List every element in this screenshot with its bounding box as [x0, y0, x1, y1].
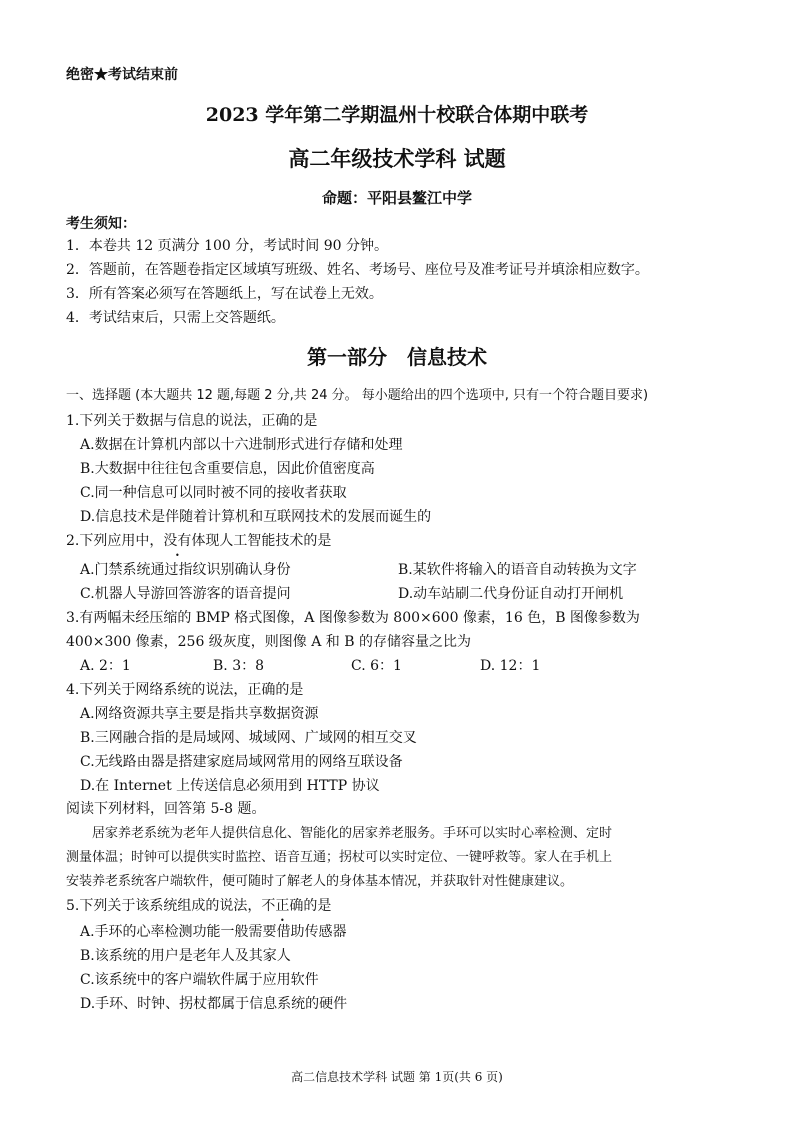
- question-5-stem-before: 5.下列关于该系统组成的说法，: [66, 898, 262, 914]
- question-4-option-d: D.在 Internet 上传送信息必须用到 HTTP 协议: [80, 778, 380, 794]
- notice-item: 3．所有答案必须写在答题纸上，写在试卷上无效。: [66, 286, 383, 302]
- page-footer: 高二信息技术学科 试题 第 1页(共 6 页): [291, 1070, 503, 1084]
- part-heading: 第一部分 信息技术: [307, 345, 487, 369]
- reading-paragraph-line: 居家养老系统为老年人提供信息化、智能化的居家养老服务。手环可以实时心率检测、定时: [92, 826, 613, 841]
- question-2-option-a: A.门禁系统通过指纹识别确认身份: [80, 562, 291, 578]
- question-5-option-b: B.该系统的用户是老年人及其家人: [80, 948, 291, 964]
- exam-author: 命题：平阳县鳌江中学: [321, 189, 472, 207]
- question-2-stem-before: 2.下列应用中，: [66, 533, 164, 549]
- question-5-stem: [66, 896, 331, 916]
- question-4-option-c: C.无线路由器是搭建家庭局域网常用的网络互联设备: [80, 754, 403, 770]
- question-1-stem: 1.下列关于数据与信息的说法，正确的是: [66, 413, 318, 429]
- question-3-option-d: D. 12：1: [480, 658, 541, 674]
- question-5-option-c: C.该系统中的客户端软件属于应用软件: [80, 972, 319, 988]
- question-3-option-a: A. 2：1: [80, 658, 131, 674]
- reading-paragraph-line: 安装养老系统客户端软件，便可随时了解老人的身体基本情况，并获取针对性健康建议。: [66, 874, 574, 889]
- question-2-option-d: D.动车站刷二代身份证自动打开闸机: [398, 586, 624, 602]
- question-2-stem: [66, 531, 331, 551]
- question-1-option-d: D.信息技术是伴随着计算机和互联网技术的发展而诞生的: [80, 509, 432, 525]
- section-heading: 一、选择题 (本大题共 12 题,每题 2 分,共 24 分。 每小题给出的四个选项中, 只有一个符合题目要求): [66, 388, 649, 403]
- notice-item: 1．本卷共 12 页满分 100 分，考试时间 90 分钟。: [66, 238, 388, 254]
- question-5-option-d: D.手环、时钟、拐杖都属于信息系统的硬件: [80, 996, 348, 1012]
- confidential-label: 绝密★考试结束前: [66, 67, 178, 83]
- question-1-option-b: B.大数据中往往包含重要信息，因此价值密度高: [80, 461, 375, 477]
- question-3-stem-line-2: 400×300 像素，256 级灰度，则图像 A 和 B 的存储容量之比为: [66, 634, 471, 650]
- notice-item: 2．答题前，在答题卷指定区域填写班级、姓名、考场号、座位号及准考证号并填涂相应数字。: [66, 262, 649, 278]
- reading-paragraph-line: 测量体温；时钟可以提供实时监控、语音互通；拐杖可以实时定位、一键呼救等。家人在手机上: [66, 850, 613, 865]
- exam-title: 2023 学年第二学期温州十校联合体期中联考: [205, 104, 589, 126]
- question-3-option-c: C. 6：1: [351, 658, 402, 674]
- question-2-stem-emphasis: 没有: [163, 533, 192, 549]
- question-4-option-b: B.三网融合指的是局域网、城域网、广域网的相互交叉: [80, 730, 417, 746]
- question-4-option-a: A.网络资源共享主要是指共享数据资源: [80, 706, 319, 722]
- question-5-option-a: A.手环的心率检测功能一般需要借助传感器: [80, 924, 347, 940]
- question-5-stem-after: 的是: [303, 898, 332, 914]
- notice-heading: 考生须知：: [66, 216, 136, 232]
- question-1-option-c: C.同一种信息可以同时被不同的接收者获取: [80, 485, 347, 501]
- question-3-option-b: B. 3：8: [213, 658, 265, 674]
- question-3-stem-line-1: 3.有两幅未经压缩的 BMP 格式图像，A 图像参数为 800×600 像素，16 色，B 图像参数为: [66, 610, 640, 626]
- notice-item: 4．考试结束后，只需上交答题纸。: [66, 310, 285, 326]
- question-2-option-c: C.机器人导游回答游客的语音提问: [80, 586, 291, 602]
- reading-intro: 阅读下列材料，回答第 5-8 题。: [66, 801, 266, 817]
- question-2-stem-after: 体现人工智能技术的是: [191, 533, 332, 549]
- question-4-stem: 4.下列关于网络系统的说法，正确的是: [66, 682, 304, 698]
- question-2-option-b: B.某软件将输入的语音自动转换为文字: [398, 562, 637, 578]
- question-5-stem-emphasis: 不正确: [261, 898, 304, 914]
- question-1-option-a: A.数据在计算机内部以十六进制形式进行存储和处理: [80, 437, 403, 453]
- exam-subtitle: 高二年级技术学科 试题: [288, 146, 506, 171]
